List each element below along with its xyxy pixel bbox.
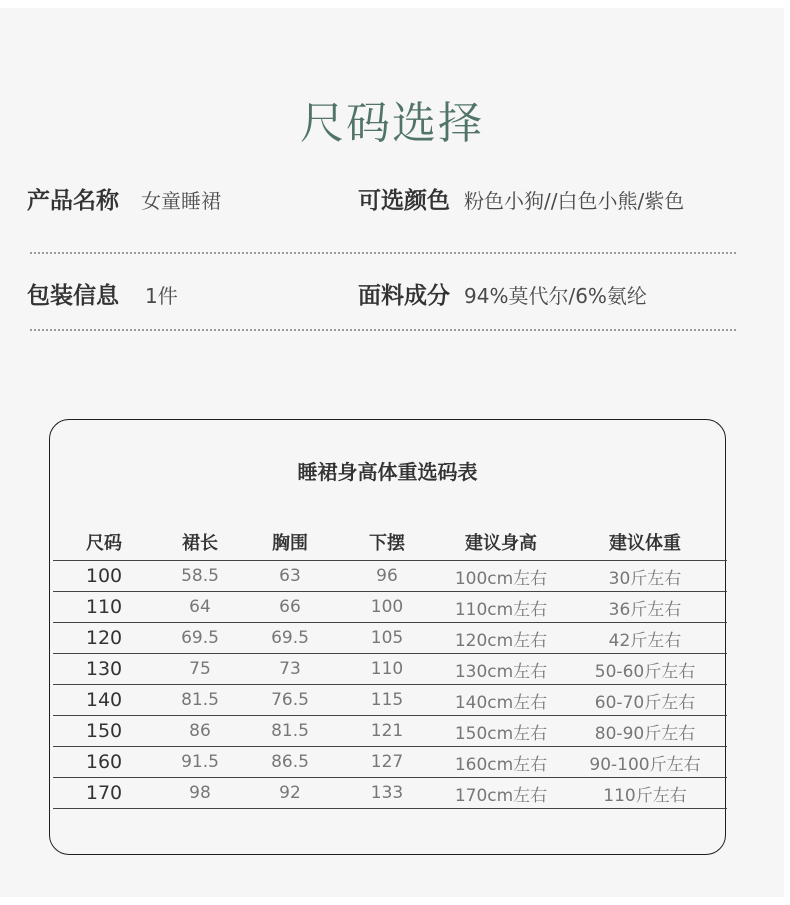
- size-selection-page: [0, 8, 784, 897]
- height-cell: 120cm左右: [454, 630, 548, 651]
- package-item: [27, 277, 178, 310]
- package-value: 1件: [145, 284, 178, 308]
- dress-length-cell: 69.5: [181, 628, 219, 648]
- product-name-label: 产品名称: [27, 188, 119, 214]
- table-row: [53, 778, 727, 809]
- fabric-value: 94%莫代尔/6%氨纶: [464, 284, 647, 308]
- info-row-2: [0, 277, 784, 317]
- header-weight: 建议体重: [609, 533, 681, 554]
- size-cell: 120: [85, 627, 123, 649]
- colors-label: 可选颜色: [358, 188, 450, 214]
- size-cell: 150: [85, 720, 123, 742]
- size-cell: 170: [85, 782, 123, 804]
- dress-length-cell: 64: [189, 597, 211, 617]
- size-cell: 160: [85, 751, 123, 773]
- table-header-row: [53, 524, 727, 561]
- fabric-item: [358, 277, 647, 310]
- hem-cell: 121: [370, 721, 404, 741]
- colors-item: [358, 182, 684, 215]
- table-row: [53, 685, 727, 716]
- height-cell: 170cm左右: [454, 785, 548, 806]
- hem-cell: 133: [370, 783, 404, 803]
- weight-cell: 90-100斤左右: [589, 754, 701, 775]
- hem-cell: 115: [370, 690, 404, 710]
- colors-value: 粉色小狗//白色小熊/紫色: [464, 189, 685, 213]
- size-chart-card: [49, 419, 726, 855]
- chest-cell: 76.5: [271, 690, 309, 710]
- header-size: 尺码: [86, 533, 122, 554]
- chest-cell: 86.5: [271, 752, 309, 772]
- divider-line: [30, 329, 736, 331]
- weight-cell: 42斤左右: [608, 630, 682, 651]
- product-name-value: 女童睡裙: [141, 189, 221, 213]
- size-chart-title: 睡裙身高体重选码表: [297, 460, 478, 484]
- size-chart-table: [53, 524, 727, 809]
- hem-cell: 105: [370, 628, 404, 648]
- weight-cell: 50-60斤左右: [594, 661, 696, 682]
- page-title: 尺码选择: [300, 98, 484, 149]
- weight-cell: 30斤左右: [608, 568, 682, 589]
- weight-cell: 110斤左右: [603, 785, 687, 806]
- height-cell: 110cm左右: [454, 599, 548, 620]
- divider-line: [30, 252, 736, 254]
- dress-length-cell: 91.5: [181, 752, 219, 772]
- table-row: [53, 654, 727, 685]
- hem-cell: 96: [376, 566, 398, 586]
- size-cell: 100: [85, 565, 123, 587]
- header-hem: 下摆: [369, 533, 405, 554]
- size-cell: 130: [85, 658, 123, 680]
- chest-cell: 69.5: [271, 628, 309, 648]
- table-row: [53, 623, 727, 654]
- header-chest: 胸围: [272, 533, 308, 554]
- table-row: [53, 592, 727, 623]
- chest-cell: 92: [279, 783, 301, 803]
- dress-length-cell: 86: [189, 721, 211, 741]
- dress-length-cell: 98: [189, 783, 211, 803]
- chest-cell: 73: [279, 659, 301, 679]
- chest-cell: 63: [279, 566, 301, 586]
- fabric-label: 面料成分: [358, 283, 450, 309]
- weight-cell: 80-90斤左右: [594, 723, 696, 744]
- product-name-item: [27, 182, 221, 215]
- table-row: [53, 716, 727, 747]
- chest-cell: 81.5: [271, 721, 309, 741]
- height-cell: 100cm左右: [454, 568, 548, 589]
- hem-cell: 127: [370, 752, 404, 772]
- height-cell: 130cm左右: [454, 661, 548, 682]
- height-cell: 140cm左右: [454, 692, 548, 713]
- height-cell: 160cm左右: [454, 754, 548, 775]
- weight-cell: 36斤左右: [608, 599, 682, 620]
- dress-length-cell: 75: [189, 659, 211, 679]
- header-height: 建议身高: [465, 533, 537, 554]
- hem-cell: 110: [370, 659, 404, 679]
- table-row: [53, 747, 727, 778]
- info-row-1: [0, 182, 784, 222]
- table-row: [53, 561, 727, 592]
- weight-cell: 60-70斤左右: [594, 692, 696, 713]
- package-label: 包装信息: [27, 283, 119, 309]
- header-dress-length: 裙长: [182, 533, 218, 554]
- height-cell: 150cm左右: [454, 723, 548, 744]
- dress-length-cell: 81.5: [181, 690, 219, 710]
- size-cell: 140: [85, 689, 123, 711]
- dress-length-cell: 58.5: [181, 566, 219, 586]
- hem-cell: 100: [370, 597, 404, 617]
- size-cell: 110: [85, 596, 123, 618]
- chest-cell: 66: [279, 597, 301, 617]
